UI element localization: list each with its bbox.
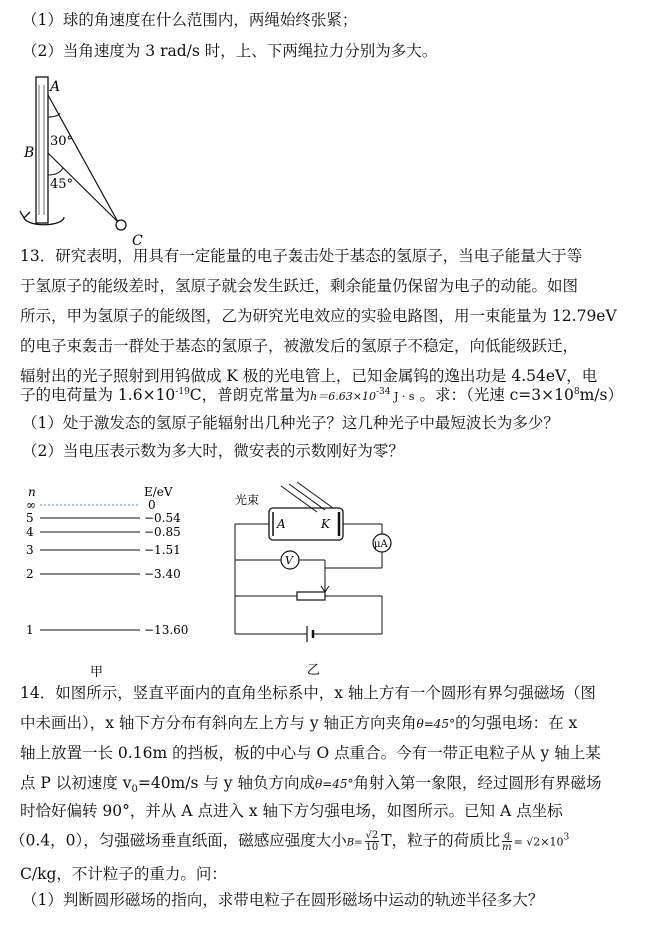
charge-mass-fraction: $\frac{q}{m}$ — [502, 830, 512, 853]
svg-text:−0.54: −0.54 — [144, 511, 181, 525]
label-cathode: K — [321, 517, 330, 531]
beam-label: 光束 — [235, 493, 260, 507]
svg-text:−1.51: −1.51 — [144, 543, 181, 557]
q12-part1: （1）球的角速度在什么范围内，两绳始终张紧； — [22, 11, 358, 29]
level-row-4 — [26, 525, 181, 539]
label-b: B — [24, 145, 35, 161]
photoelectric-circuit — [225, 476, 410, 676]
svg-text:∞: ∞ — [26, 498, 36, 512]
ball-c — [116, 220, 126, 230]
svg-text:0: 0 — [148, 498, 156, 512]
q14-line5: 时恰好偏转 90°，并从 A 点进入 x 轴下方匀强电场，如图所示。已知 A 点坐标 — [20, 802, 563, 820]
svg-text:2: 2 — [26, 567, 34, 581]
q14-line4: 点 P 以初速度 $v_0=40m/s$ 与 y 轴负方向成θ=45°角射入第一象限，经过圆形有界磁场 — [20, 774, 602, 796]
rheostat — [297, 592, 325, 600]
svg-text:5: 5 — [26, 511, 34, 525]
q14-line2: 中未画出），x 轴下方分布有斜向左上方与 y 轴正方向夹角θ=45°的匀强电场：在 x — [20, 714, 578, 732]
svg-text:1: 1 — [26, 623, 34, 637]
q12-pole-figure — [10, 75, 160, 247]
label-anode: A — [277, 517, 286, 531]
q13-line3: 所示，甲为氢原子的能级图，乙为研究光电效应的实验电路图，用一束能量为 12.79eV — [20, 307, 617, 325]
svg-text:V: V — [285, 554, 293, 567]
caption-yi: 乙 — [307, 663, 321, 676]
level-row-2 — [26, 567, 181, 581]
pole — [36, 77, 48, 223]
q13-part1: （1）处于激发态的氢原子能辐射出几种光子？这几种光子中最短波长为多少？ — [22, 414, 559, 432]
q14-line3: 轴上放置一长 0.16m 的挡板，板的中心与 O 点重合。今有一带正电粒子从 y 轴上某 — [20, 744, 601, 762]
label-c: C — [132, 233, 143, 247]
beam-ray-3 — [297, 482, 333, 508]
q13-line1: 13．研究表明，用具有一定能量的电子轰击处于基态的氢原子，当电子能量大于等 — [20, 247, 583, 265]
b-fraction: $\frac{√2}{10}$ — [365, 830, 379, 853]
level-row-inf — [26, 498, 156, 512]
q13-line5: 辐射出的光子照射到用钨做成 K 极的光电管上，已知金属钨的逸出功是 4.54eV，电 — [20, 367, 598, 385]
q12-part2: （2）当角速度为 3 rad/s 时，上、下两绳拉力分别为多大。 — [22, 42, 438, 60]
level-row-5 — [26, 511, 181, 525]
level-row-3 — [26, 543, 181, 557]
q14-part1: （1）判断圆形磁场的指向，求带电粒子在圆形磁场中运动的轨迹半径多大？ — [22, 891, 544, 909]
svg-text:−0.85: −0.85 — [144, 525, 181, 539]
beam-ray-2 — [289, 484, 325, 510]
svg-text:4: 4 — [26, 525, 34, 539]
upper-rope — [48, 95, 118, 222]
angle-arc-45 — [48, 168, 63, 175]
svg-text:μA: μA — [374, 539, 388, 550]
caption-jia: 甲 — [90, 665, 104, 680]
q14-line1: 14．如图所示，竖直平面内的直角坐标系中，x 轴上方有一个圆形有界匀强磁场（图 — [20, 684, 596, 702]
q13-line4: 的电子束轰击一群处于基态的氢原子，被激发后的氢原子不稳定，向低能级跃迁， — [20, 337, 579, 355]
angle-30: 30° — [50, 134, 74, 149]
level-row-1 — [26, 623, 188, 637]
q14-line6: （0.4，0），匀强磁场垂直纸面，磁感应强度大小B= $\frac{√2}{10}$ T，粒子的荷质比 $\frac{q}{m}$ = $√2\times 10^3$ — [10, 830, 570, 853]
angle-45: 45° — [50, 177, 74, 192]
q13-line2: 于氢原子的能级差时，氢原子就会发生跃迁，剩余能量仍保留为电子的动能。如图 — [20, 277, 579, 295]
e-axis-label: E/eV — [144, 485, 173, 499]
svg-text:3: 3 — [26, 543, 34, 557]
label-a: A — [50, 79, 61, 95]
q13-line6: 子的电荷量为 $1.6\times 10^{-19}C$，普朗克常量为$h=6.63\times 10^{-34}$ J · s 。求：（光速 $c=3\times 10^8m/s$） — [20, 386, 623, 404]
n-axis-label: n — [28, 485, 36, 499]
svg-text:−13.60: −13.60 — [144, 623, 189, 637]
energy-level-diagram — [20, 482, 220, 682]
q14-line7: C/kg，不计粒子的重力。问： — [20, 865, 227, 883]
q13-part2: （2）当电压表示数为多大时，微安表的示数刚好为零？ — [22, 442, 404, 460]
svg-text:−3.40: −3.40 — [144, 567, 181, 581]
